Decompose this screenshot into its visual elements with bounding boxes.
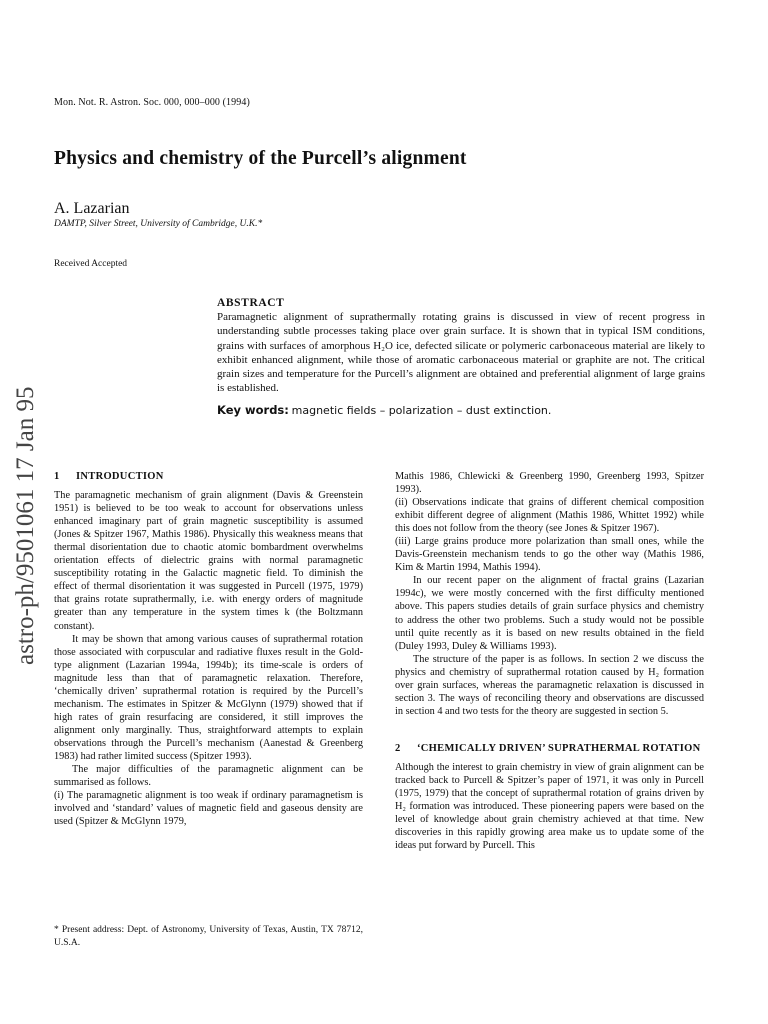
section-2-heading	[395, 742, 704, 755]
keywords-text: magnetic fields – polarization – dust extinction.	[291, 404, 552, 418]
paragraph: (iii) Large grains produce more polarization than small ones, while the Davis-Greenstein mechanism tends to go the other way (Mathis 1986, Kim & Martin 1994, Mathis 1994).	[395, 536, 704, 574]
paragraph: The structure of the paper is as follows. In section 2 we discuss the physics and chemistry of suprathermal rotation caused by H₂ formation over grain surfaces, whereas the paramagnetic relaxation is discussed in section 3. The ways of reconciling theory and observations are discussed in section 4 and two tests for the theory are suggested in section 5.	[395, 653, 704, 717]
paragraph: Mathis 1986, Chlewicki & Greenberg 1990, Greenberg 1993, Spitzer 1993).	[395, 471, 704, 496]
paragraph: (i) The paramagnetic alignment is too weak if ordinary paramagnetism is involved and ‘standard’ values of magnetic field and gaseous density are used (Spitzer & McGlynn 1979,	[54, 790, 363, 828]
paragraph: The major difficulties of the paramagnetic alignment can be summarised as follows.	[54, 764, 363, 789]
footnote: * Present address: Dept. of Astronomy, University of Texas, Austin, TX 78712, U.S.A.	[54, 925, 363, 948]
keywords	[217, 403, 705, 418]
section-number: 2	[395, 742, 401, 754]
right-column	[395, 470, 704, 852]
received-line: Received Accepted	[54, 259, 128, 269]
left-column	[54, 470, 363, 828]
paragraph: (ii) Observations indicate that grains of different chemical composition exhibit different degree of alignment (Mathis 1986, Whittet 1992) while this does not follow from the theory (see Jones & Spitzer 1967).	[395, 497, 704, 535]
author-name: A. Lazarian	[54, 200, 130, 217]
section-number: 1	[54, 471, 60, 482]
paper-title: Physics and chemistry of the Purcell’s alignment	[54, 148, 467, 169]
author-affiliation: DAMTP, Silver Street, University of Cambridge, U.K.*	[54, 219, 263, 229]
section-1-heading	[54, 470, 363, 483]
journal-reference: Mon. Not. R. Astron. Soc. 000, 000–000 (1994)	[54, 97, 250, 108]
paragraph: It may be shown that among various causes of suprathermal rotation those associated with corpuscular and radiative fluxes result in the Gold-type alignment (Lazarian 1994a, 1994b); its time-scale is orders of magnitude less than that of paramagnetic relaxation. Therefore, ‘chemically driven’ suprathermal rotation is required by the Purcell’s mechanism. The estimates in Spitzer & McGlynn (1979) showed that if high rates of grain resurfacing are considered, it still improves the alignment only marginally. Thus, straightforward attempts to explain observations through the Purcell’s mechanism (Aanestad & Greenberg 1983) had rather limited success (Spitzer 1993).	[54, 633, 363, 762]
abstract-heading: ABSTRACT	[217, 297, 285, 309]
keywords-label: Key words:	[217, 403, 289, 418]
arxiv-identifier: astro-ph/9501061 17 Jan 95	[12, 386, 39, 665]
paragraph: In our recent paper on the alignment of fractal grains (Lazarian 1994c), we were mostly concerned with the first difficulty mentioned above. This papers studies details of grain surface physics and chemistry to address the other two problems. Such a study would not be possible until quite recently as it is based on new results obtained in the field (Duley 1993, Duley & Williams 1993).	[395, 575, 704, 652]
abstract-text: Paramagnetic alignment of suprathermally rotating grains is discussed in view of recent progress in understanding subtle processes taking place over grain surface. It is shown that in typical ISM conditions, grains with surfaces of amorphous H₂O ice, defected silicate or polymeric carbonaceous material are likely to exhibit enhanced alignment, while those of aromatic carbonaceous material or graphite are not. The critical grain sizes and temperature for the Purcell’s alignment are obtained and preferential alignment of large grains is established.	[217, 311, 705, 395]
paragraph: Although the interest to grain chemistry in view of grain alignment can be tracked back to Purcell & Spitzer’s paper of 1971, it was only in Purcell (1975, 1979) that the concept of suprathermal rotation of grains driven by H₂ formation was introduced. These pioneering papers were based on the level of knowledge about grain chemistry achieved at that time. New discoveries in this rapidly growing area make us to update some of the ideas put forward by Purcell. This	[395, 761, 704, 852]
section-title: ‘CHEMICALLY DRIVEN’ SUPRATHERMAL ROTATION	[417, 742, 701, 754]
abstract-block	[217, 296, 705, 419]
paragraph: The paramagnetic mechanism of grain alignment (Davis & Greenstein 1951) is believed to be too weak to account for observations unless enhanced imaginary part of grain magnetic susceptibility is assumed (Jones & Spitzer 1967, Mathis 1986). Physically this weakness means that thermal disorientation due to chaotic atomic bombardment overwhelms orientation effects of dielectric grains with normal paramagnetic susceptibility rotating in the Galactic magnetic field. To diminish the effect of thermal disorientation it was suggested in Purcell (1975, 1979) that grains rotate suprathermally, i.e. with energy orders of magnitude greater than any temperature in the system times k (the Boltzmann constant).	[54, 490, 363, 632]
section-title: INTRODUCTION	[76, 471, 164, 482]
